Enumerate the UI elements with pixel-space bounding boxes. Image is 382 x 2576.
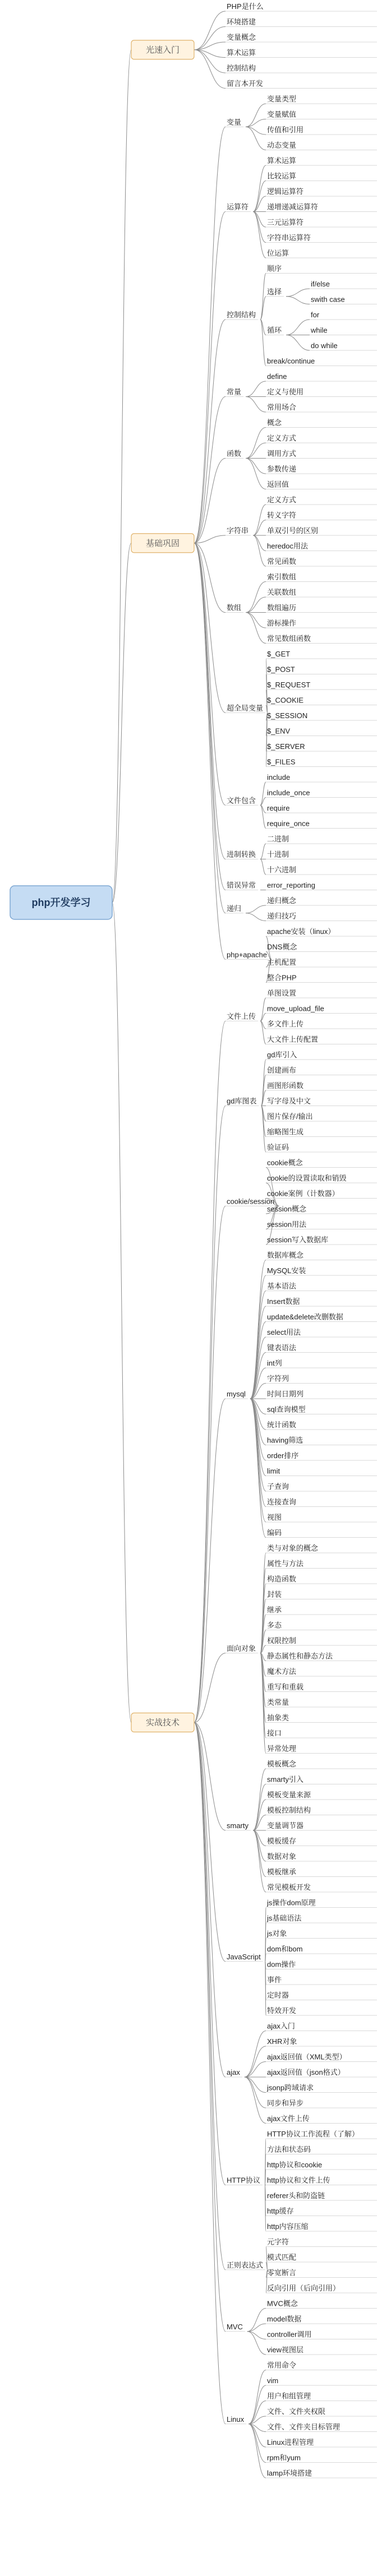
leaf-node: 连接查询 [267, 1497, 297, 1506]
link-smarty [253, 1800, 266, 1830]
link-node [194, 543, 225, 859]
leaf-node: 定义方式 [267, 434, 297, 442]
link-node [253, 212, 266, 228]
leaf-node: 定时器 [267, 1991, 289, 2000]
leaf-node: 编码 [267, 1528, 282, 1537]
leaf-node: 常见数组函数 [267, 634, 311, 643]
leaf-node: 变量赋值 [267, 110, 297, 119]
sub-node-php-apache: php+apache [227, 950, 267, 959]
link-node [246, 127, 266, 135]
link-node [194, 543, 225, 913]
link-node [194, 543, 225, 713]
leaf-node: 索引数组 [267, 572, 297, 581]
link-root-branch-1 [112, 50, 131, 903]
link-smarty [253, 1830, 266, 1877]
link-node [246, 428, 266, 459]
leaf-node: MySQL安装 [267, 1266, 306, 1275]
leaf-node: lamp环境搭建 [267, 2469, 312, 2477]
leaf-node: sql查询模型 [267, 1405, 306, 1414]
link-node [194, 1723, 225, 2424]
link-node [194, 1106, 225, 1723]
leaf-node: 基本语法 [267, 1282, 297, 1291]
link-node [253, 535, 266, 551]
leaf-node: ajax返回值（json格式） [267, 2068, 345, 2076]
leaf-node: Linux进程管理 [267, 2438, 314, 2446]
sub-node-node: 变量 [227, 118, 242, 127]
leaf-node: http内容压缩 [267, 2222, 309, 2231]
leaf-node: 元字符 [267, 2237, 289, 2246]
link-ajax [245, 2077, 266, 2108]
leaf-node: 接口 [267, 1729, 282, 1737]
leaf-node: http协议和文件上传 [267, 2176, 330, 2185]
leaf-node: having筛选 [267, 1436, 303, 1445]
leaf-node: cookie的设置读取和销毁 [267, 1174, 347, 1182]
leaf-node: 调用方式 [267, 449, 297, 458]
leaf-node: 模式匹配 [267, 2253, 297, 2261]
leaf-node: while [311, 326, 328, 335]
link-mvc [247, 2332, 266, 2339]
leaf-node: 变量类型 [267, 95, 297, 103]
leaf-node: 定义方式 [267, 496, 297, 504]
link-node [194, 1206, 225, 1722]
leaf-node: 异常处理 [267, 1744, 297, 1753]
sub-node-node: 字符串 [227, 526, 249, 535]
leaf-node: 键表语法 [267, 1343, 297, 1352]
leaf-node: define [267, 372, 287, 381]
leaf-node: 二进制 [267, 835, 289, 843]
leaf-node: cookie概念 [267, 1158, 303, 1167]
leaf-node: require [267, 804, 290, 812]
leaf-node: 属性与方法 [267, 1559, 304, 1568]
link-node [194, 535, 225, 543]
sub-node-node: 错误异常 [227, 881, 256, 890]
link-root-branch-3 [112, 903, 131, 1723]
leaf-node: 参数传递 [267, 465, 297, 473]
link-node [260, 844, 266, 859]
leaf-node: 继承 [267, 1606, 282, 1614]
leaf-node: 传值和引用 [267, 126, 304, 134]
leaf-node: 比较运算 [267, 172, 297, 181]
leaf-node: $_POST [267, 665, 295, 674]
leaf-node: error_reporting [267, 881, 315, 890]
leaf-node: heredoc用法 [267, 542, 308, 551]
leaf-node: do while [311, 341, 338, 350]
leaf-node: jsonp跨域请求 [267, 2083, 314, 2092]
leaf-node: 模板继承 [267, 1867, 297, 1876]
link-node [253, 535, 266, 566]
leaf-node: 类常量 [267, 1698, 289, 1706]
link-node [194, 127, 225, 543]
link-mvc [247, 2309, 266, 2332]
leaf-node: js对象 [267, 1929, 287, 1938]
link-linux [248, 2424, 266, 2478]
leaf-node: $_SERVER [267, 742, 305, 751]
link-node [194, 1723, 225, 2270]
link-javascript [265, 1962, 266, 2015]
link-node [260, 859, 266, 875]
leaf-node: 主机配置 [267, 958, 297, 966]
leaf-node: smarty引入 [267, 1775, 304, 1784]
link-node [260, 1653, 266, 1754]
leaf-node: 验证码 [267, 1143, 289, 1151]
link-ajax [245, 2046, 266, 2077]
link-node [246, 613, 266, 644]
sub-node-node: 正则表达式 [227, 2260, 264, 2269]
leaf-node: 事件 [267, 1976, 282, 1984]
leaf-node: 常用场合 [267, 403, 297, 411]
leaf-node: 模板控制结构 [267, 1806, 311, 1815]
leaf-node: 字符串运算符 [267, 233, 311, 242]
branch-3-title[interactable]: 实战技术 [145, 1718, 180, 1728]
sub-node-node: 选择 [267, 287, 282, 296]
leaf-node: 特效开发 [267, 2006, 297, 2015]
leaf-node: move_upload_file [267, 1004, 324, 1013]
leaf-node: 时间日期列 [267, 1390, 304, 1398]
leaf-node: include [267, 773, 291, 781]
leaf-node: session写入数据库 [267, 1236, 329, 1244]
leaf-node: HTTP协议工作流程（了解） [267, 2130, 359, 2138]
leaf-node: referer头和防盗链 [267, 2191, 325, 2200]
leaf-node: 子查询 [267, 1482, 289, 1491]
leaf-node: 缩略图生成 [267, 1127, 304, 1136]
link-node [194, 320, 225, 543]
leaf-node: 反向引用（后向引用） [267, 2284, 340, 2292]
sub-node-node: 运算符 [227, 202, 249, 211]
leaf-node: 创建画布 [267, 1066, 297, 1075]
leaf-node: $_GET [267, 650, 291, 658]
leaf-node: 数据库概念 [267, 1251, 304, 1260]
sub-node-linux: Linux [227, 2415, 245, 2424]
leaf-node: http缓存 [267, 2207, 294, 2216]
leaf-node: 环境搭建 [227, 17, 256, 26]
leaf-node: 整合PHP [267, 973, 297, 982]
link-mysql [250, 1399, 266, 1538]
sub-node-node: 进制转换 [227, 850, 256, 859]
leaf-node: controller调用 [267, 2330, 312, 2339]
sub-node-http: HTTP协议 [227, 2176, 260, 2185]
leaf-node: js基础语法 [267, 1914, 302, 1922]
leaf-node: 统计函数 [267, 1421, 297, 1429]
link-node [253, 165, 266, 212]
sub-node-mysql: mysql [227, 1390, 246, 1398]
leaf-node: 视图 [267, 1513, 282, 1521]
link-mysql [250, 1306, 266, 1399]
leaf-node: js操作dom原理 [267, 1898, 316, 1907]
leaf-node: 变量调节器 [267, 1821, 304, 1830]
link-node [194, 543, 225, 806]
link-mysql [250, 1399, 266, 1491]
leaf-node: http协议和cookie [267, 2161, 323, 2169]
leaf-node: 写字母及中文 [267, 1097, 311, 1106]
leaf-node: $_REQUEST [267, 681, 311, 689]
link-node [253, 212, 266, 243]
leaf-node: 模板缓存 [267, 1837, 297, 1846]
leaf-node: gd库引入 [267, 1051, 297, 1059]
leaf-node: 多态 [267, 1621, 282, 1630]
leaf-node: 画图形函数 [267, 1081, 304, 1090]
leaf-node: XHR对象 [267, 2037, 297, 2046]
leaf-node: 三元运算符 [267, 218, 304, 226]
leaf-node: 重写和重载 [267, 1682, 304, 1691]
link-smarty [253, 1830, 266, 1861]
link-node [286, 297, 310, 304]
link-node [194, 50, 225, 89]
leaf-node: dom和bom [267, 1945, 303, 1953]
leaf-node: for [311, 311, 320, 319]
leaf-node: 控制结构 [227, 64, 256, 72]
leaf-node: 用户和组管理 [267, 2392, 311, 2401]
leaf-node: 静态属性和静态方法 [267, 1652, 333, 1661]
leaf-node: dom操作 [267, 1960, 296, 1969]
sub-node-node: 文件上传 [227, 1012, 256, 1021]
leaf-node: 模板概念 [267, 1760, 297, 1768]
leaf-node: 类与对象的概念 [267, 1544, 319, 1552]
connector-lines [112, 11, 377, 2478]
link-node [246, 104, 266, 127]
link-node [286, 289, 310, 297]
leaf-node: 图片保存/输出 [267, 1112, 313, 1121]
leaf-node: 递增递减运算符 [267, 202, 319, 211]
sub-node-node: 循环 [267, 326, 282, 335]
leaf-node: ajax入门 [267, 2022, 295, 2031]
sub-node-javascript: JavaScript [227, 1952, 261, 1961]
link-node [246, 613, 266, 628]
leaf-node: swith case [311, 295, 345, 304]
link-node [253, 505, 266, 535]
sub-node-node: 面向对象 [227, 1644, 256, 1653]
link-node [246, 127, 266, 150]
leaf-node: 概念 [267, 418, 282, 427]
link-node [286, 320, 310, 335]
link-smarty [253, 1830, 266, 1892]
sub-node-node: 文件包含 [227, 796, 256, 805]
leaf-node: 数据对象 [267, 1852, 297, 1861]
sub-node-mvc: MVC [227, 2322, 243, 2331]
link-node [194, 11, 225, 50]
leaf-node: vim [267, 2376, 279, 2385]
link-linux [248, 2370, 266, 2424]
link-ajax [245, 2077, 266, 2124]
leaf-node: 常见函数 [267, 557, 297, 566]
leaf-node: 转义字符 [267, 511, 297, 520]
leaf-node: if/else [311, 280, 330, 288]
link-node [253, 181, 266, 212]
link-node [246, 397, 266, 413]
leaf-node: 算术运算 [267, 156, 297, 165]
leaf-node: 模板变量来源 [267, 1791, 311, 1799]
link-node [246, 905, 266, 913]
leaf-node: require_once [267, 819, 310, 828]
link-node [246, 119, 266, 127]
sub-node-node: 控制结构 [227, 311, 256, 319]
leaf-node: ajax返回值（XML类型） [267, 2052, 347, 2061]
leaf-node: 定义与使用 [267, 387, 304, 396]
leaf-node: select用法 [267, 1328, 301, 1336]
leaf-node: 文件、文件夹目标管理 [267, 2422, 340, 2431]
leaf-node: cookie案例（计数器） [267, 1189, 339, 1198]
leaf-node: 魔术方法 [267, 1667, 297, 1676]
leaf-node: 动态变量 [267, 141, 297, 150]
leaf-node: rpm和yum [267, 2453, 301, 2462]
leaf-node: limit [267, 1467, 280, 1476]
link-node [246, 381, 266, 397]
link-node [253, 196, 266, 212]
leaf-node: 算术运算 [227, 48, 256, 57]
leaf-node: $_COOKIE [267, 696, 304, 705]
link-linux [248, 2385, 266, 2424]
leaf-node: $_ENV [267, 727, 291, 736]
link-root-branch-2 [112, 543, 131, 903]
link-node [194, 397, 225, 543]
sub-node-node: 递归 [227, 904, 242, 913]
sub-node-node: 函数 [227, 449, 242, 458]
leaf-node: session用法 [267, 1220, 307, 1229]
link-node [246, 459, 266, 474]
link-ajax [245, 2062, 266, 2078]
leaf-node: 构造函数 [267, 1575, 297, 1583]
leaf-node: 常用命令 [267, 2361, 297, 2370]
leaf-node: 方法和状态码 [267, 2145, 311, 2154]
link-node [194, 543, 225, 960]
sub-node-ajax: ajax [227, 2068, 240, 2076]
link-node [194, 1723, 225, 2332]
leaf-node: 十进制 [267, 850, 289, 859]
link-node [194, 212, 225, 543]
link-smarty [253, 1784, 266, 1831]
link-mysql [250, 1260, 266, 1399]
branch-1-title[interactable]: 光速入门 [145, 45, 180, 55]
leaf-node: 字符列 [267, 1374, 289, 1383]
link-node [253, 520, 266, 536]
leaf-node: session概念 [267, 1205, 307, 1213]
mindmap-nodes [10, 2, 359, 2477]
leaf-node: 位运算 [267, 249, 289, 257]
leaf-node: 文件、文件夹权限 [267, 2407, 326, 2416]
leaf-node: view视图层 [267, 2346, 304, 2354]
leaf-node: 多文件上传 [267, 1020, 304, 1028]
link-node [286, 335, 310, 351]
link-ajax [245, 2077, 266, 2093]
link-smarty [253, 1769, 266, 1830]
link-node [253, 212, 266, 258]
link-node [246, 459, 266, 489]
leaf-node: 逻辑运算符 [267, 187, 304, 196]
sub-node-gd: gd库图表 [227, 1097, 257, 1106]
leaf-node: order排序 [267, 1451, 299, 1460]
leaf-node: model数据 [267, 2315, 302, 2323]
leaf-node: 留言本开发 [227, 79, 264, 88]
leaf-node: MVC概念 [267, 2299, 298, 2308]
link-node [194, 1723, 225, 1962]
leaf-node: PHP是什么 [227, 2, 264, 11]
leaf-node: 关联数组 [267, 588, 297, 596]
leaf-node: 大文件上传配置 [267, 1035, 319, 1044]
sub-node-cookie-session: cookie/session [227, 1197, 275, 1206]
link-node [194, 543, 225, 890]
leaf-node: 数组遍历 [267, 603, 297, 612]
leaf-node: 权限控制 [267, 1636, 297, 1645]
link-node [246, 597, 266, 613]
link-ajax [245, 2031, 266, 2078]
leaf-node: include_once [267, 788, 310, 797]
leaf-node: 返回值 [267, 480, 289, 489]
leaf-node: int列 [267, 1359, 282, 1367]
link-node [246, 443, 266, 459]
root-node-title[interactable]: php开发学习 [31, 897, 91, 908]
leaf-node: 单图设置 [267, 989, 297, 997]
branch-2-title[interactable]: 基础巩固 [145, 538, 180, 548]
link-node [246, 582, 266, 613]
leaf-node: break/continue [267, 357, 315, 366]
leaf-node: apache安装（linux） [267, 927, 335, 936]
leaf-node: 十六进制 [267, 866, 297, 874]
leaf-node: update&delete改删数据 [267, 1312, 343, 1321]
leaf-node: $_SESSION [267, 711, 308, 720]
leaf-node: $_FILES [267, 757, 296, 766]
link-mvc [247, 2324, 266, 2332]
sub-node-node: 数组 [227, 603, 242, 612]
link-node [246, 913, 266, 921]
leaf-node: 递归概念 [267, 896, 297, 905]
link-mvc [247, 2332, 266, 2355]
leaf-node: 抽象类 [267, 1713, 289, 1722]
leaf-node: 同步和异步 [267, 2099, 304, 2107]
leaf-node: 常见模板开发 [267, 1883, 311, 1891]
link-node [194, 1399, 225, 1723]
leaf-node: DNS概念 [267, 942, 297, 951]
sub-node-smarty: smarty [227, 1821, 248, 1830]
leaf-node: 单双引号的区别 [267, 526, 319, 535]
link-node [260, 274, 266, 320]
leaf-node: 游标操作 [267, 619, 297, 627]
sub-node-node: 超全局变量 [227, 704, 264, 713]
sub-node-node: 常量 [227, 387, 242, 396]
leaf-node: Insert数据 [267, 1297, 300, 1306]
leaf-node: 封装 [267, 1590, 282, 1599]
leaf-node: 变量概念 [227, 33, 256, 41]
leaf-node: 顺序 [267, 264, 282, 273]
leaf-node: ajax文件上传 [267, 2114, 310, 2123]
leaf-node: 递归技巧 [267, 912, 297, 921]
link-linux [248, 2424, 266, 2463]
leaf-node: 零宽断言 [267, 2268, 297, 2277]
